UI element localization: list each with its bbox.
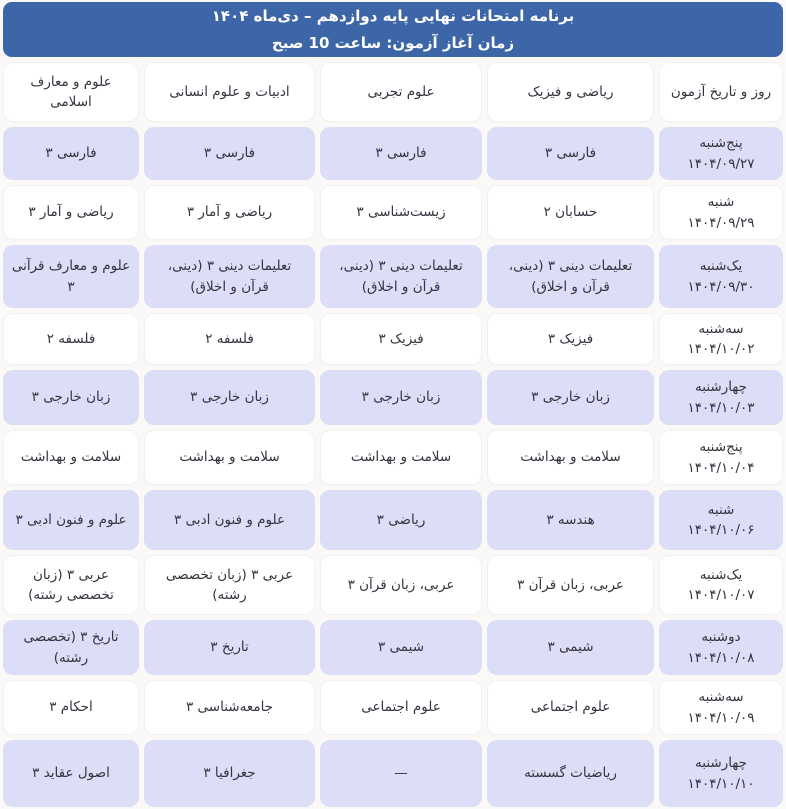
date-cell — [659, 185, 783, 240]
day-label: شنبه — [707, 194, 735, 211]
subject-cell: سلامت و بهداشت — [320, 430, 482, 485]
schedule-title-line1: برنامه امتحانات نهایی پایه دوازدهم – دی‌ماه ۱۴۰۴ — [211, 7, 575, 26]
subject-cell: تعلیمات دینی ۳ (دینی، قرآن و اخلاق) — [487, 245, 654, 308]
subject-cell: احکام ۳ — [3, 680, 139, 735]
column-header-1: ریاضی و فیزیک — [487, 62, 654, 122]
subject-cell: عربی ۳ (زبان تخصصی رشته) — [3, 555, 139, 615]
subject-cell: عربی، زبان قرآن ۳ — [320, 555, 482, 615]
date-cell — [659, 680, 783, 735]
subject-cell: — — [320, 740, 482, 807]
subject-cell: عربی، زبان قرآن ۳ — [487, 555, 654, 615]
day-label: چهارشنبه — [695, 755, 747, 772]
subject-cell: هندسه ۳ — [487, 490, 654, 550]
schedule-title-banner — [3, 2, 783, 57]
subject-cell: فارسی ۳ — [487, 127, 654, 180]
subject-cell: فارسی ۳ — [3, 127, 139, 180]
subject-cell: ریاضی ۳ — [320, 490, 482, 550]
subject-cell: حسابان ۲ — [487, 185, 654, 240]
column-header-4: علوم و معارف اسلامی — [3, 62, 139, 122]
subject-cell: علوم و فنون ادبی ۳ — [3, 490, 139, 550]
date-cell — [659, 430, 783, 485]
date-label: ۱۴۰۴/۰۹/۳۰ — [687, 278, 755, 295]
date-cell — [659, 620, 783, 675]
subject-cell: زبان خارجی ۳ — [320, 370, 482, 425]
date-cell — [659, 370, 783, 425]
date-cell — [659, 313, 783, 365]
subject-cell: علوم و معارف قرآنی ۳ — [3, 245, 139, 308]
subject-cell: جغرافیا ۳ — [144, 740, 315, 807]
day-label: شنبه — [707, 501, 735, 518]
column-header-0: روز و تاریخ آزمون — [659, 62, 783, 122]
subject-cell: فارسی ۳ — [144, 127, 315, 180]
date-label: ۱۴۰۴/۱۰/۰۳ — [687, 399, 755, 416]
column-header-3: ادبیات و علوم انسانی — [144, 62, 315, 122]
date-label: ۱۴۰۴/۱۰/۰۲ — [687, 341, 755, 357]
subject-cell: فیزیک ۳ — [487, 313, 654, 365]
date-label: ۱۴۰۴/۰۹/۲۷ — [687, 155, 755, 172]
date-label: ۱۴۰۴/۱۰/۰۸ — [687, 649, 755, 666]
subject-cell: ریاضی و آمار ۳ — [144, 185, 315, 240]
date-cell — [659, 490, 783, 550]
day-label: سه‌شنبه — [698, 689, 744, 706]
subject-cell: فارسی ۳ — [320, 127, 482, 180]
subject-cell: زبان خارجی ۳ — [3, 370, 139, 425]
day-label: دوشنبه — [701, 629, 741, 646]
subject-cell: زبان خارجی ۳ — [144, 370, 315, 425]
subject-cell: فلسفه ۲ — [3, 313, 139, 365]
day-label: پنج‌شنبه — [699, 439, 743, 456]
subject-cell: اصول عقاید ۳ — [3, 740, 139, 807]
subject-cell: عربی ۳ (زبان تخصصی رشته) — [144, 555, 315, 615]
date-label: ۱۴۰۴/۱۰/۰۷ — [687, 587, 755, 603]
subject-cell: ریاضیات گسسته — [487, 740, 654, 807]
subject-cell: زیست‌شناسی ۳ — [320, 185, 482, 240]
subject-cell: جامعه‌شناسی ۳ — [144, 680, 315, 735]
day-label: یک‌شنبه — [699, 566, 743, 583]
subject-cell: شیمی ۳ — [320, 620, 482, 675]
date-label: ۱۴۰۴/۱۰/۰۴ — [687, 459, 755, 476]
subject-cell: زبان خارجی ۳ — [487, 370, 654, 425]
subject-cell: شیمی ۳ — [487, 620, 654, 675]
subject-cell: تاریخ ۳ — [144, 620, 315, 675]
day-label: یک‌شنبه — [699, 258, 743, 275]
column-header-2: علوم تجربی — [320, 62, 482, 122]
date-cell — [659, 245, 783, 308]
subject-cell: تعلیمات دینی ۳ (دینی، قرآن و اخلاق) — [320, 245, 482, 308]
date-label: ۱۴۰۴/۰۹/۲۹ — [687, 214, 755, 231]
subject-cell: تاریخ ۳ (تخصصی رشته) — [3, 620, 139, 675]
subject-cell: علوم اجتماعی — [487, 680, 654, 735]
date-cell — [659, 555, 783, 615]
schedule-table — [0, 62, 786, 807]
subject-cell: فلسفه ۲ — [144, 313, 315, 365]
subject-cell: علوم و فنون ادبی ۳ — [144, 490, 315, 550]
subject-cell: سلامت و بهداشت — [487, 430, 654, 485]
schedule-title-line2: زمان آغاز آزمون: ساعت 10 صبح — [271, 33, 515, 52]
date-label: ۱۴۰۴/۱۰/۱۰ — [687, 775, 755, 792]
date-label: ۱۴۰۴/۱۰/۰۶ — [687, 522, 755, 538]
day-label: چهارشنبه — [695, 379, 747, 396]
subject-cell: ریاضی و آمار ۳ — [3, 185, 139, 240]
subject-cell: سلامت و بهداشت — [144, 430, 315, 485]
date-cell — [659, 127, 783, 180]
date-cell — [659, 740, 783, 807]
subject-cell: سلامت و بهداشت — [3, 430, 139, 485]
subject-cell: علوم اجتماعی — [320, 680, 482, 735]
day-label: سه‌شنبه — [698, 320, 744, 337]
subject-cell: فیزیک ۳ — [320, 313, 482, 365]
date-label: ۱۴۰۴/۱۰/۰۹ — [687, 709, 755, 726]
day-label: پنج‌شنبه — [699, 135, 743, 152]
subject-cell: تعلیمات دینی ۳ (دینی، قرآن و اخلاق) — [144, 245, 315, 308]
